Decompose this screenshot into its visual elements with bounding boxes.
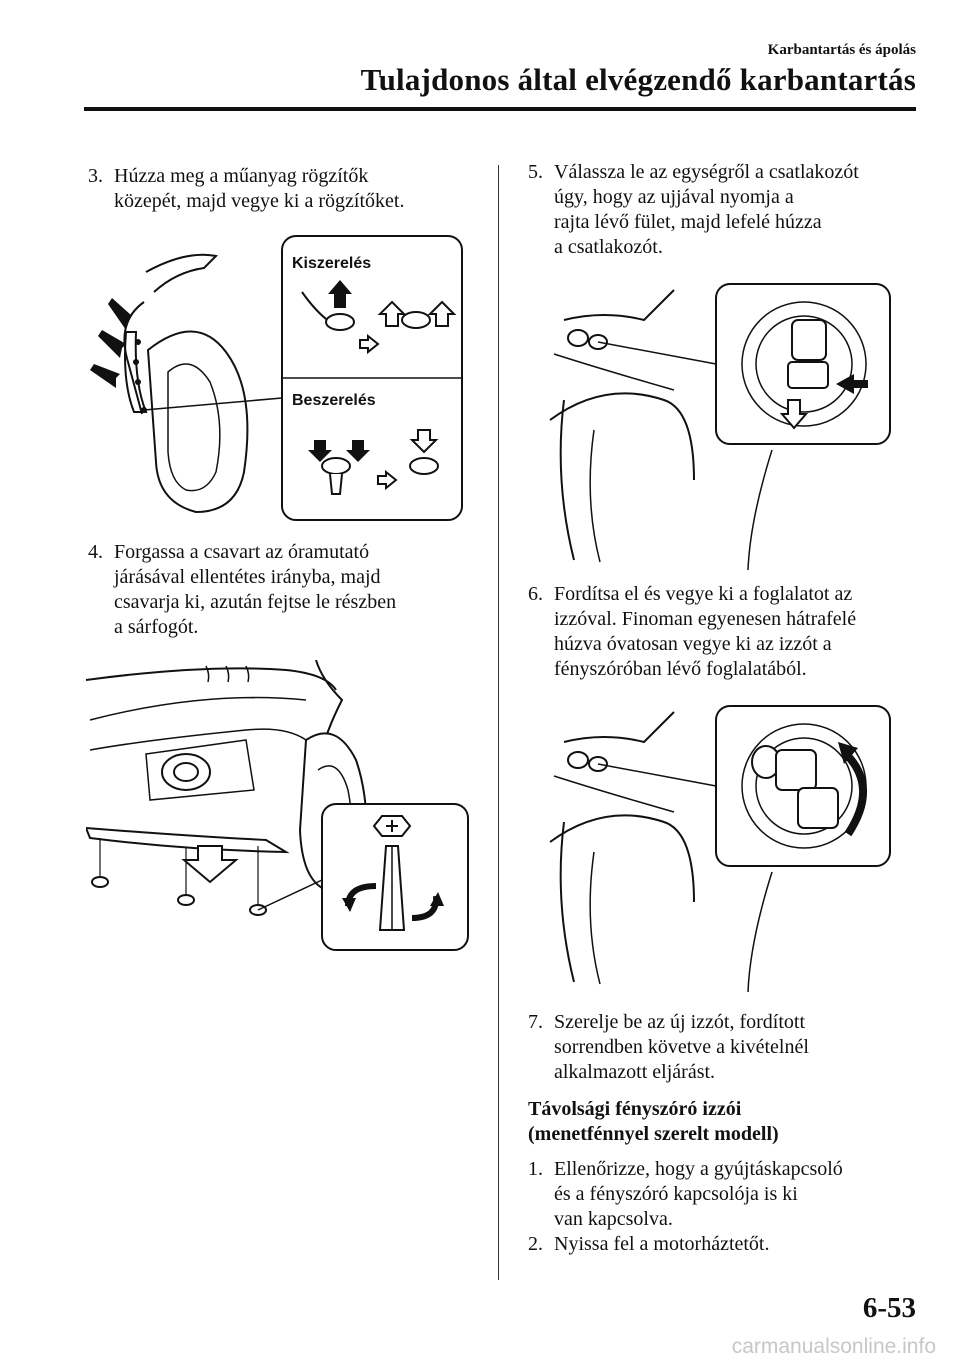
section-subheading: Távolsági fényszóró izzói (menetfénnyel szerelt modell) <box>528 1098 779 1145</box>
step-number: 6. <box>528 583 543 605</box>
page-title: Tulajdonos által elvégzendő karbantartás <box>360 62 916 97</box>
step-text: Válassza le az egységről a csatlakozót úgy, hogy az ujjával nyomja a rajta lévő fület, majd lefelé húzza a csatlakozót. <box>554 161 859 258</box>
page-number: 6-53 <box>862 1292 916 1324</box>
clip-removal-figure <box>86 232 468 524</box>
label-remove: Kiszerelés <box>292 255 372 272</box>
step-text: Ellenőrizze, hogy a gyújtáskapcsoló és a fényszóró kapcsolója is ki van kapcsolva. <box>554 1158 843 1230</box>
bulb-removal-figure <box>544 702 894 994</box>
step-5 <box>528 160 920 260</box>
step-number: 2. <box>528 1233 543 1255</box>
connector-removal-figure <box>544 280 894 572</box>
step-3 <box>88 164 480 214</box>
step-number: 1. <box>528 1158 543 1180</box>
step-number: 5. <box>528 161 543 183</box>
step-text: Szerelje be az új izzót, fordított sorrendben követve a kivételnél alkalmazott eljárást. <box>554 1011 809 1083</box>
step-number: 3. <box>88 165 103 187</box>
step-text: Fordítsa el és vegye ki a foglalatot az izzóval. Finoman egyenesen hátrafelé húzva óvatosan vegye ki az izzót a fényszóróban lévő foglalatából. <box>554 583 857 680</box>
step-text: Forgassa a csavart az óramutató járásával ellentétes irányba, majd csavarja ki, azután fejtse le részben a sárfogót. <box>114 541 397 638</box>
section-label: Karbantartás és ápolás <box>767 42 916 58</box>
step-number: 7. <box>528 1011 543 1033</box>
step-number: 4. <box>88 541 103 563</box>
bolt-removal-figure <box>86 660 472 952</box>
step-6 <box>528 582 920 682</box>
step-text: Húzza meg a műanyag rögzítők közepét, majd vegye ki a rögzítőket. <box>114 165 405 212</box>
step-7 <box>528 1010 920 1085</box>
sub-step-2 <box>528 1232 920 1257</box>
sub-step-1 <box>528 1157 920 1232</box>
step-text: Nyissa fel a motorháztetőt. <box>554 1233 770 1255</box>
column-divider <box>498 165 499 1280</box>
watermark: carmanualsonline.info <box>731 1335 936 1358</box>
header-rule <box>84 107 916 111</box>
label-install: Beszerelés <box>292 392 376 409</box>
step-4 <box>88 540 480 640</box>
